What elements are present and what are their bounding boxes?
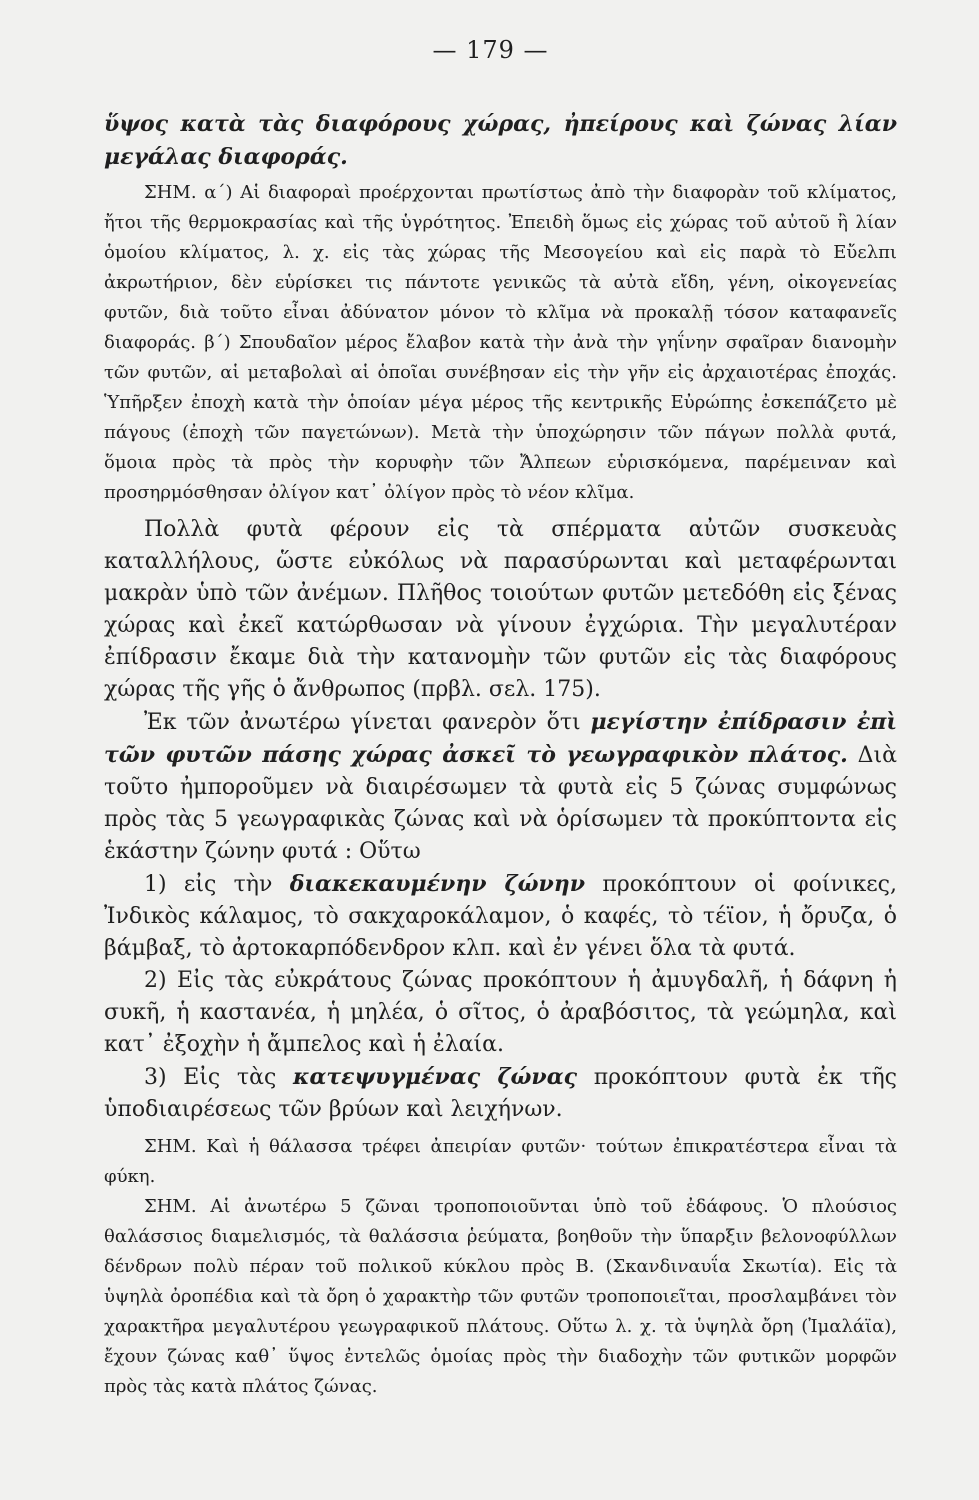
continuation-paragraph (104, 108, 897, 174)
emphasis-text: ὕψος κατὰ τὰς διαφόρους χώρας, ἠπείρους καὶ ζώνας λίαν μεγάλας διαφοράς. (104, 111, 897, 170)
item-rest: προκόπτουν οἱ φοίνικες, Ἰνδικὸς κάλαμος, τὸ σακχαροκάλαμον, ὁ καφές, τὸ τέϊον, ἡ ὄρυζα, ὁ βάμβαξ, τὸ ἀρτοκαρπόδενδρον κλπ. καὶ ἐν γένει ὅλα τὰ φυτά. (104, 872, 897, 961)
page-number: — 179 — (432, 36, 549, 64)
note-paragraph-climate: ΣΗΜ. α΄) Αἱ διαφοραὶ προέρχονται πρωτίστως ἀπὸ τὴν διαφορὰν τοῦ κλίματος, ἤτοι τῆς θερμοκρασίας καὶ τῆς ὑγρότητος. Ἐπειδὴ ὅμως εἰς χώρας τοῦ αὐτοῦ ἢ λίαν ὁμοίου κλίματος, λ. χ. εἰς τὰς χώρας τῆς Μεσογείου καὶ εἰς παρὰ τὸ Εὔελπι ἀκρωτήριον, δὲν εὑρίσκει τις πάντοτε γενικῶς τὰ αὐτὰ εἴδη, γένη, οἰκογενείας φυτῶν, διὰ τοῦτο εἶναι ἀδύνατον μόνον τὸ κλῖμα νὰ προκαλῇ τόσον καταφανεῖς διαφοράς. β΄) Σπουδαῖον μέρος ἔλαβον κατὰ τὴν ἀνὰ τὴν γηΐνην σφαῖραν διανομὴν τῶν φυτῶν, αἱ μεταβολαὶ αἱ ὁποῖαι συνέβησαν εἰς τὴν γῆν εἰς ἀρχαιοτέρας ἐποχάς. Ὑπῆρξεν ἐποχὴ κατὰ τὴν ὁποίαν μέγα μέρος τῆς κεντρικῆς Εὐρώπης ἐσκεπάζετο μὲ πάγους (ἐποχὴ τῶν παγετώνων). Μετὰ τὴν ὑποχώρησιν τῶν πάγων πολλὰ φυτά, ὅμοια πρὸς τὰ πρὸς τὴν κορυφὴν τῶν Ἄλπεων εὑρισκόμενα, παρέμειναν καὶ προσηρμόσθησαν ὀλίγον κατ᾿ ὀλίγον πρὸς τὸ νέον κλῖμα. (104, 182, 897, 503)
zone-item-torrid (104, 868, 897, 965)
zone-name: διακεκαυμένην ζώνην (289, 871, 586, 897)
zone-item-frigid (104, 1061, 897, 1126)
paragraph-seed-dispersal: Πολλὰ φυτὰ φέρουν εἰς τὰ σπέρματα αὐτῶν συσκευὰς καταλλήλους, ὥστε εὐκόλως νὰ παρασύρωνται καὶ μεταφέρωνται μακρὰν ὑπὸ τῶν ἀνέμων. Πλῆθος τοιούτων φυτῶν μετεδόθη εἰς ξένας χώρας καὶ ἐκεῖ κατώρθωσαν νὰ γίνουν ἐγχώρια. Τὴν μεγαλυτέραν ἐπίδρασιν ἔκαμε διὰ τὴν κατανομὴν τῶν φυτῶν εἰς τὰς διαφόρους χώρας τῆς γῆς ὁ ἄνθρωπος (πρβλ. σελ. 175). (104, 517, 897, 702)
note-sea-plants: ΣΗΜ. Καὶ ἡ θάλασσα τρέφει ἀπειρίαν φυτῶν· τούτων ἐπικρατέστερα εἶναι τὰ φύκη. (104, 1136, 897, 1187)
item-lead: 1) εἰς τὴν (144, 872, 290, 897)
paragraph-rest: Διὰ τοῦτο ἠμποροῦμεν νὰ διαιρέσωμεν τὰ φυτὰ εἰς 5 ζώνας συμφώνως πρὸς τὰς 5 γεωγραφικὰς ζώνας καὶ νὰ ὁρίσωμεν τὰ προκύπτοντα εἰς ἑκάστην ζώνην φυτά : Οὕτω (104, 743, 897, 864)
paragraph-lead: Ἐκ τῶν ἀνωτέρω γίνεται φανερὸν ὅτι (144, 710, 591, 735)
note-zone-modification: ΣΗΜ. Αἱ ἀνωτέρω 5 ζῶναι τροποποιοῦνται ὑπὸ τοῦ ἐδάφους. Ὁ πλούσιος θαλάσσιος διαμελισμός, τὰ θαλάσσια ῥεύματα, βοηθοῦν τὴν ὕπαρξιν βελονοφύλλων δένδρων πολὺ πέραν τοῦ πολικοῦ κύκλου πρὸς Β. (Σκανδιναυΐα Σκωτία). Εἰς τὰ ὑψηλὰ ὀροπέδια καὶ τὰ ὄρη ὁ χαρακτὴρ τῶν φυτῶν τροποποιεῖται, προσλαμβάνει τὸν χαρακτῆρα μεγαλυτέρου γεωγραφικοῦ πλάτους. Οὕτω λ. χ. τὰ ὑψηλὰ ὄρη (Ἰμαλάϊα), ἔχουν ζώνας καθ᾿ ὕψος ἐντελῶς ὁμοίας πρὸς τὴν διαδοχὴν τῶν φυτικῶν μορφῶν πρὸς τὰς κατὰ πλάτος ζώνας. (104, 1196, 897, 1397)
zone-item-temperate: 2) Εἰς τὰς εὐκράτους ζώνας προκόπτουν ἡ ἀμυγδαλῆ, ἡ δάφνη ἡ συκῆ, ἡ καστανέα, ἡ μηλέα, ὁ σῖτος, ὁ ἀραβόσιτος, τὰ γεώμηλα, καὶ κατ᾿ ἐξοχὴν ἡ ἄμπελος καὶ ἡ ἐλαία. (104, 968, 897, 1057)
item-lead: 3) Εἰς τὰς (144, 1065, 293, 1090)
item-rest: προκόπτουν φυτὰ ἐκ τῆς ὑποδιαιρέσεως τῶν βρύων καὶ λειχήνων. (104, 1065, 898, 1122)
paragraph-latitude (104, 706, 897, 868)
key-statement: μεγίστην ἐπίδρασιν ἐπὶ τῶν φυτῶν πάσης χώρας ἀσκεῖ τὸ γεωγραφικὸν πλάτος. (104, 709, 897, 768)
zone-name: κατεψυγμένας ζώνας (292, 1064, 578, 1090)
